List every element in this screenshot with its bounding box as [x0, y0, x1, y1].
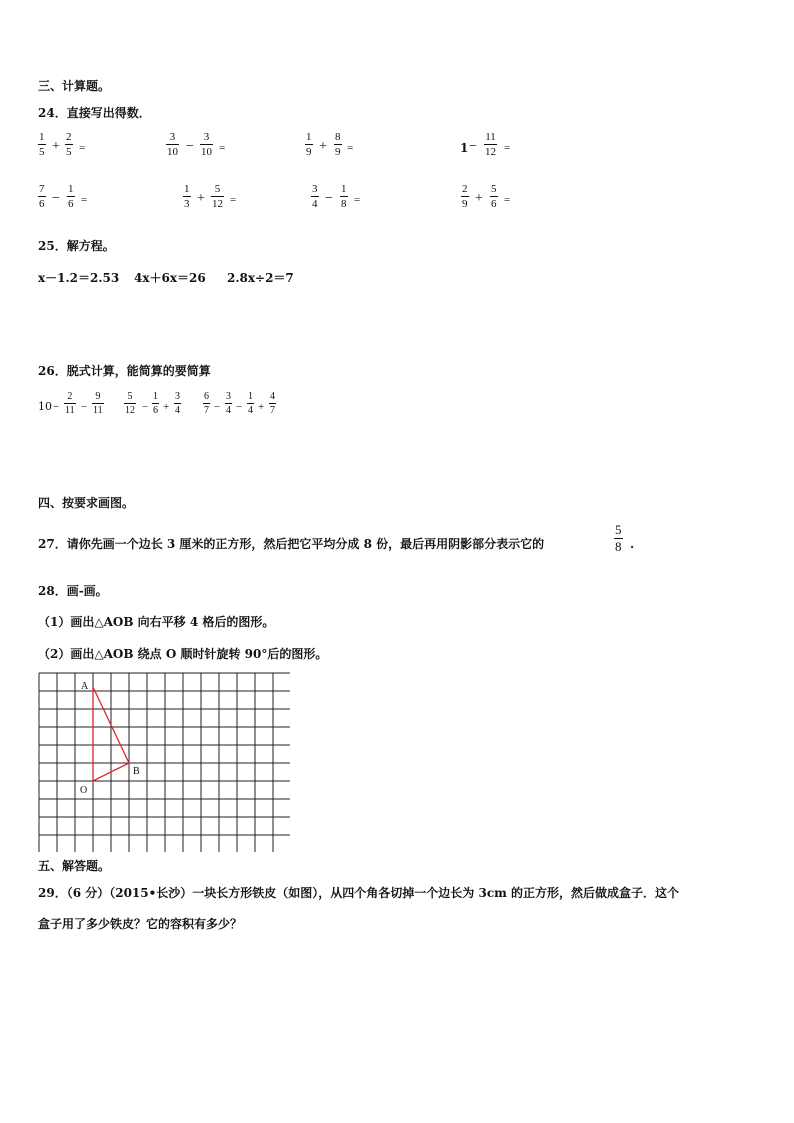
fraction: 1 9 [306, 131, 312, 158]
fraction: 5 12 [125, 391, 135, 416]
fraction: 1 6 [153, 391, 158, 416]
fraction: 3 10 [201, 131, 212, 158]
operator: − [52, 191, 60, 206]
operator: − [53, 401, 60, 413]
operator: + [52, 139, 60, 154]
operator: − [186, 139, 194, 154]
label-a: A [81, 681, 89, 692]
operator: + [163, 401, 170, 413]
q29-line1: 29．（6 分）（2015•长沙）一块长方形铁皮（如图），从四个角各切掉一个边长为 3cm 的正方形，然后做成盒子．这个 [38, 886, 680, 900]
q24-title: 24．直接写出得数． [38, 106, 151, 120]
q28-sub2: （2）画出△AOB 绕点 O 顺时针旋转 90°后的图形。 [38, 647, 328, 661]
operator: − [469, 139, 477, 154]
operator: + [197, 191, 205, 206]
fraction: 8 9 [335, 131, 341, 158]
q29-line2: 盒子用了多少铁皮？它的容积有多少？ [38, 917, 243, 931]
q25-equation-2: 4x＋6x＝26 [134, 271, 206, 285]
q27-text: 27．请你先画一个边长 3 厘米的正方形，然后把它平均分成 8 份，最后再用阴影部分表示它的 [38, 537, 545, 551]
whole-number: 1 [460, 141, 469, 155]
fraction: 2 11 [65, 391, 75, 416]
fraction: 3 10 [167, 131, 178, 158]
fraction: 4 7 [270, 391, 275, 416]
q25-equation-3: 2.8x÷2＝7 [227, 271, 294, 285]
fraction: 3 4 [175, 391, 180, 416]
fraction: 1 6 [68, 183, 74, 210]
q26-title: 26．脱式计算，能简算的要简算 [38, 364, 211, 378]
operator: + [319, 139, 327, 154]
label-b: B [133, 766, 140, 777]
equals-sign: = [354, 194, 361, 206]
q27-end: . [630, 537, 635, 551]
fraction: 1 8 [341, 183, 347, 210]
operator: − [236, 401, 243, 413]
q28-title: 28．画-画。 [38, 584, 108, 598]
fraction: 7 6 [39, 183, 45, 210]
grid-figure [38, 672, 290, 852]
fraction: 1 5 [39, 131, 45, 158]
operator: + [475, 191, 483, 206]
section-heading-3: 三、计算题。 [38, 79, 111, 93]
operator: − [81, 401, 88, 413]
fraction: 3 4 [312, 183, 318, 210]
fraction: 5 6 [491, 183, 497, 210]
fraction: 1 3 [184, 183, 190, 210]
equals-sign: = [504, 142, 511, 154]
fraction: 2 5 [66, 131, 72, 158]
q25-title: 25．解方程。 [38, 239, 115, 253]
grid [39, 673, 290, 852]
equals-sign: = [347, 142, 354, 154]
fraction: 11 12 [485, 131, 496, 158]
fraction: 1 4 [248, 391, 253, 416]
fraction: 2 9 [462, 183, 468, 210]
whole-number: 10 [38, 400, 52, 413]
equals-sign: = [81, 194, 88, 206]
operator: − [325, 191, 333, 206]
section-heading-4: 四、按要求画图。 [38, 496, 135, 510]
equals-sign: = [79, 142, 86, 154]
fraction: 5 12 [212, 183, 223, 210]
q25-equation-1: x－1.2＝2.53 [38, 271, 120, 285]
operator: + [258, 401, 265, 413]
fraction: 9 11 [93, 391, 103, 416]
operator: − [142, 401, 149, 413]
section-heading-5: 五、解答题。 [38, 859, 111, 873]
fraction: 3 4 [226, 391, 231, 416]
q28-sub1: （1）画出△AOB 向右平移 4 格后的图形。 [38, 615, 275, 629]
operator: − [214, 401, 221, 413]
fraction: 6 7 [204, 391, 209, 416]
label-o: O [80, 785, 88, 796]
equals-sign: = [230, 194, 237, 206]
equals-sign: = [504, 194, 511, 206]
equals-sign: = [219, 142, 226, 154]
q27-fraction: 5 8 [615, 522, 622, 554]
